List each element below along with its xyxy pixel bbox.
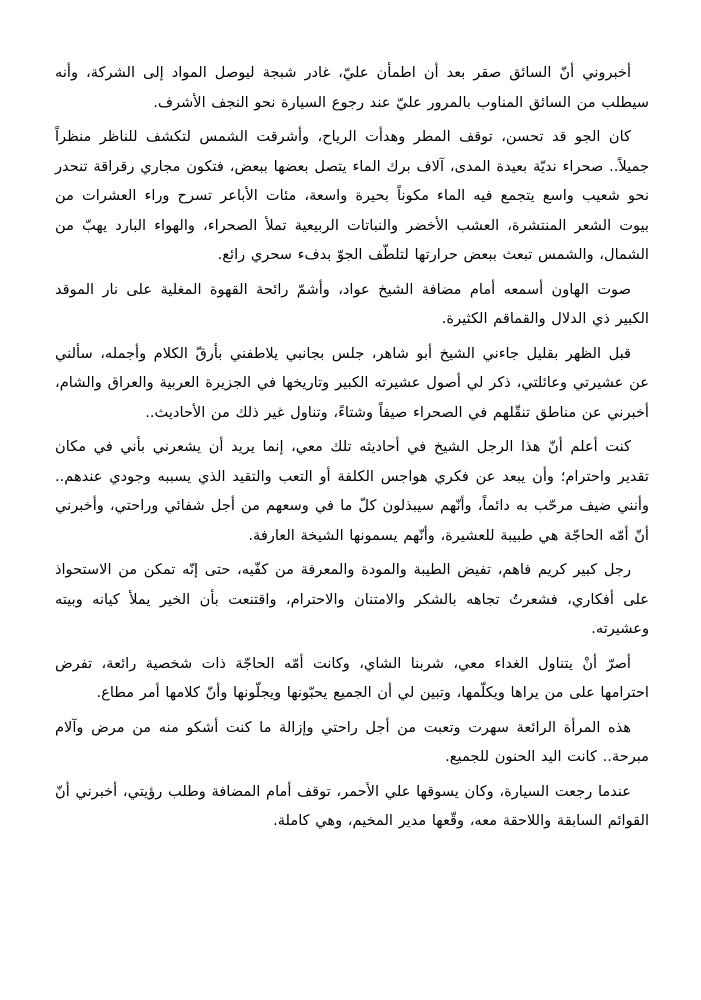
paragraph-4: قبل الظهر بقليل جاءني الشيخ أبو شاهر، جلس بجانبي يلاطفني بأرقّ الكلام وأجمله، سألني عن عشيرتي وعائلتي، ذكر لي أصول عشيرته الكبير وتاريخها في الجزيرة العربية والعراق والشام، أخبرني عن مناطق تنقّلهم في الصحراء صيفاً وشتاءً، وتناول غير ذلك من الأحاديث.. [55,344,649,421]
paragraph-6: رجل كبير كريم فاهم، تفيض الطيبة والمودة والمعرفة من كفّيه، حتى إنّه تمكن من الاستحواذ على أفكاري، فشعرتُ تجاهه بالشكر والامتنان والاحترام، واقتنعت بأن الخير يملأ كيانه وبيته وعشيرته. [55,561,649,637]
paragraph-1: أخبروني أنّ السائق صقر بعد أن اطمأن عليّ، غادر شبجة ليوصل المواد إلى الشركة، وأنه سيطلب من السائق المناوب بالمرور عليّ عند رجوع السيارة نحو النجف الأشرف. [55,64,649,111]
paragraph-9: عندما رجعت السيارة، وكان يسوقها علي الأحمر، توقف أمام المضافة وطلب رؤيتي، أخبرني أنّ القوائم السابقة واللاحقة معه، وقّعها مدير المخيم، وهي كاملة. [55,782,649,829]
paragraph-2: كان الجو قد تحسن، توقف المطر وهدأت الرياح، وأشرقت الشمس لتكشف للناظر منظراً جميلاً.. صحراء نديّة بعيدة المدى، آلاف برك الماء يتصل بعضها ببعض، فتكون مجاري رقراقة تنحدر نحو شعيب واسع يتجمع فيه الماء مكوناً بحيرة واسعة، مئات الأباعر تسرح وراء العشرات من بيوت الشعر المنتشرة، العشب الأخضر والنباتات الربيعية تملأ الصحراء، والهواء البارد يهبّ من الشمال، والشمس تبعث ببعض حرارتها لتلطّف الجوّ بدفء سحري رائع. [55,128,649,263]
paragraph-5: كنت أعلم أنّ هذا الرجل الشيخ في أحاديثه تلك معي، إنما يريد أن يشعرني بأني في مكان تقدير واحترام؛ وأن يبعد عن فكري هواجس الكلفة أو التعب والتقيد الذي يسببه وجودي عندهم.. وأنني ضيف مرحّب به دائماً، وأنّهم سيبذلون كلّ ما في وسعهم من أجل شفائي وراحتي، وأخبرني أنّ أمّه الحاجّة هي طبيبة للعشيرة، وأنّهم يسمونها الشيخة العارفة. [55,438,649,544]
paragraph-7: أصرّ أنْ يتناول الغداء معي، شربنا الشاي، وكانت أمّه الحاجّة ذات شخصية رائعة، تفرض احترامها على من يراها ويكلّمها، وتبين لي أن الجميع يحبّونها ويجلّونها وأنّ كلامها أمر مطاع. [55,654,649,701]
paragraph-3: صوت الهاون أسمعه أمام مضافة الشيخ عواد، وأشمّ رائحة القهوة المغلية على نار الموقد الكبير ذي الدلال والقماقم الكثيرة. [55,280,649,327]
paragraph-8: هذه المرأة الرائعة سهرت وتعبت من أجل راحتي وإزالة ما كنت أشكو منه من مرض وآلام مبرحة.. كانت اليد الحنون للجميع. [55,718,649,765]
